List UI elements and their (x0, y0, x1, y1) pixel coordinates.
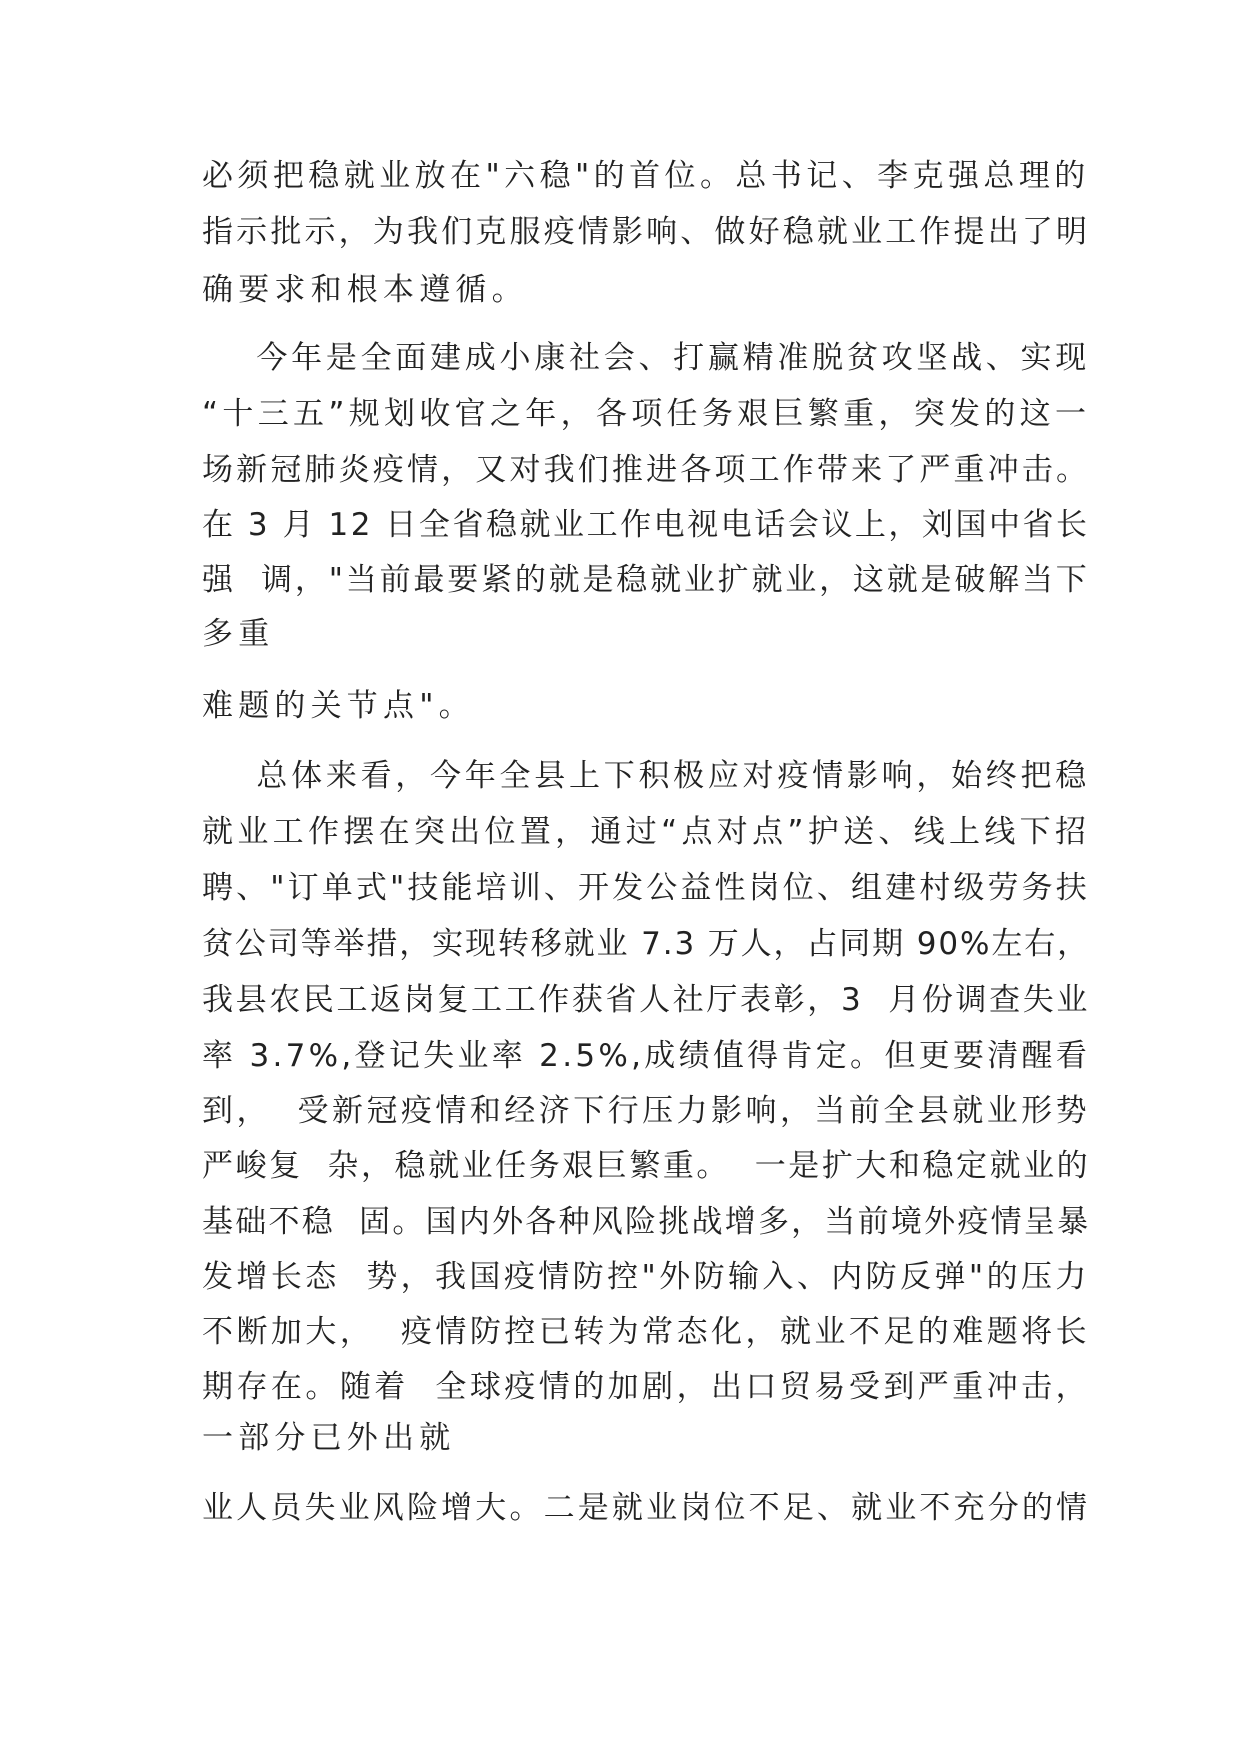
text-line: 期存在。随着 全球疫情的加剧，出口贸易受到严重冲击， (202, 1369, 1091, 1405)
text-line: 聘、"订单式"技能培训、开发公益性岗位、组建村级劳务扶 (202, 870, 1090, 906)
text-line: 今年是全面建成小康社会、打赢精准脱贫攻坚战、实现 (202, 340, 1091, 376)
text-line: 强 调，"当前最要紧的就是稳就业扩就业，这就是破解当下 (202, 562, 1090, 598)
text-line: 到， 受新冠疫情和经济下行压力影响，当前全县就业形势 (202, 1093, 1091, 1129)
text-line: 场新冠肺炎疫情，又对我们推进各项工作带来了严重冲击。 (202, 452, 1091, 488)
text-line: “十三五”规划收官之年，各项任务艰巨繁重，突发的这一 (202, 396, 1091, 432)
text-line: 不断加大， 疫情防控已转为常态化，就业不足的难题将长 (202, 1314, 1091, 1350)
text-line: 指示批示，为我们克服疫情影响、做好稳就业工作提出了明 (202, 214, 1091, 250)
text-line: 难题的关节点"。 (202, 688, 475, 724)
text-line: 基础不稳 固。国内外各种风险挑战增多，当前境外疫情呈暴 (202, 1204, 1091, 1240)
text-line: 总体来看，今年全县上下积极应对疫情影响，始终把稳 (202, 758, 1091, 794)
text-line: 率 3.7%,登记失业率 2.5%,成绩值得肯定。但更要清醒看 (202, 1038, 1091, 1074)
text-line: 业人员失业风险增大。二是就业岗位不足、就业不充分的情 (202, 1490, 1091, 1526)
text-line: 我县农民工返岗复工工作获省人社厅表彰，3 月份调查失业 (202, 982, 1091, 1018)
text-line: 必须把稳就业放在"六稳"的首位。总书记、李克强总理的 (202, 158, 1090, 194)
text-line: 在 3 月 12 日全省稳就业工作电视电话会议上，刘国中省长 (202, 507, 1090, 543)
text-line: 严峻复 杂，稳就业任务艰巨繁重。 一是扩大和稳定就业的 (202, 1148, 1091, 1184)
text-line: 贫公司等举措，实现转移就业 7.3 万人，占同期 90%左右， (202, 926, 1090, 962)
text-line: 发增长态 势，我国疫情防控"外防输入、内防反弹"的压力 (202, 1259, 1090, 1295)
text-line: 一部分已外出就 (202, 1420, 456, 1456)
text-line: 多重 (202, 616, 275, 652)
text-line: 确要求和根本遵循。 (202, 272, 528, 308)
text-line: 就业工作摆在突出位置，通过“点对点”护送、线上线下招 (202, 814, 1091, 850)
